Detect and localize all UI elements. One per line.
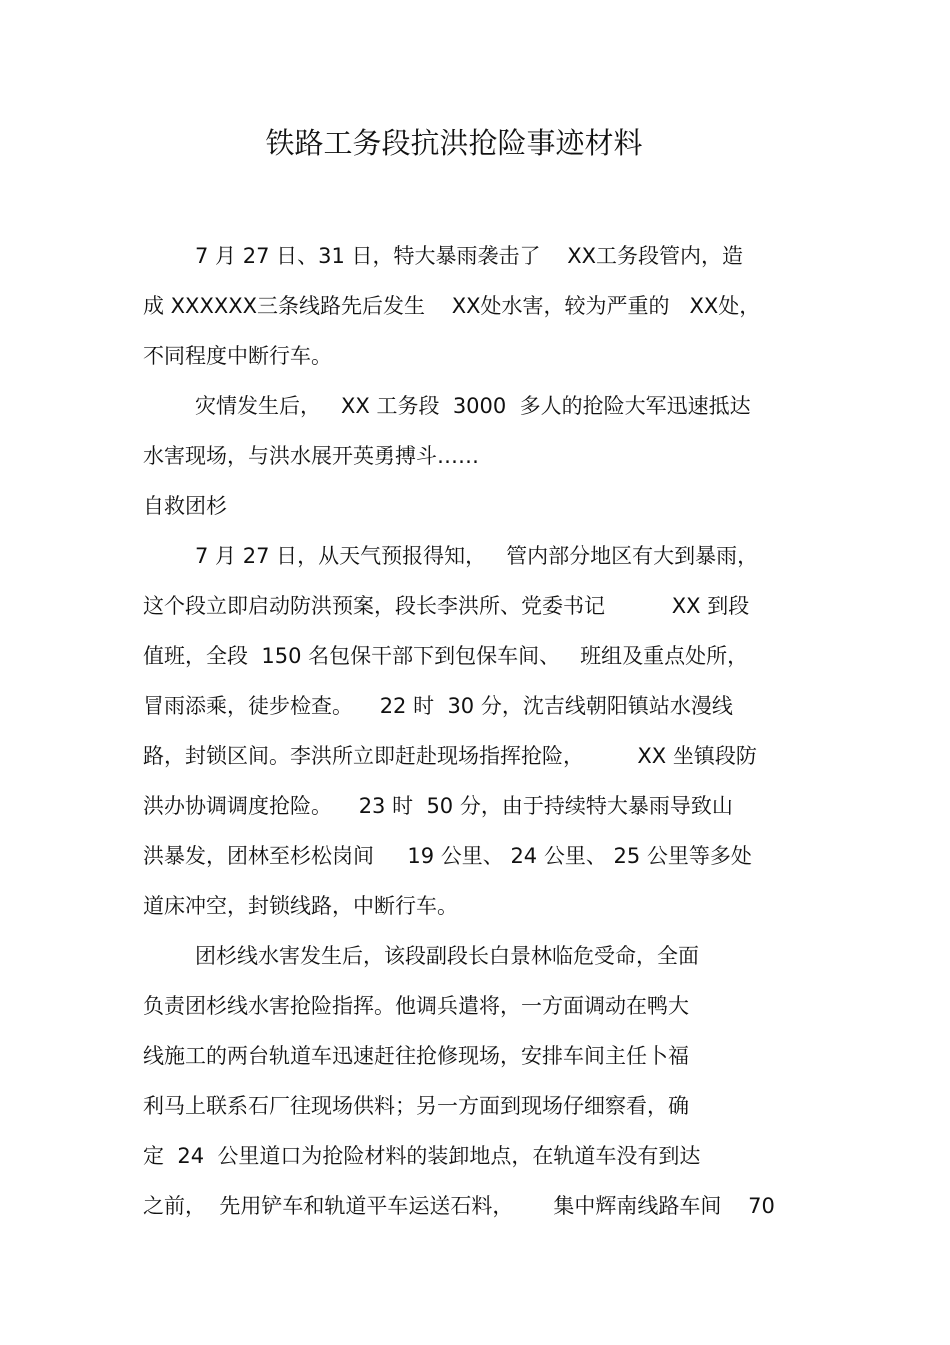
text-line: 路，封锁区间。李洪所立即赶赴现场指挥抢险， XX 坐镇段防: [143, 744, 757, 768]
text-line: 这个段立即启动防洪预案，段长李洪所、党委书记 XX 到段: [143, 594, 750, 618]
text-line: 水害现场，与洪水展开英勇搏斗……: [143, 444, 479, 468]
text-line: 负责团杉线水害抢险指挥。他调兵遣将，一方面调动在鸭大: [143, 994, 689, 1018]
document-title: 铁路工务段抗洪抢险事迹材料: [265, 126, 643, 160]
text-line: 冒雨添乘，徒步检查。 22 时 30 分，沈吉线朝阳镇站水漫线: [143, 694, 733, 718]
text-line: 洪暴发，团林至杉松岗间 19 公里、 24 公里、 25 公里等多处: [143, 844, 752, 868]
text-line: 灾情发生后， XX 工务段 3000 多人的抢险大军迅速抵达: [195, 394, 751, 418]
text-line: 利马上联系石厂往现场供料；另一方面到现场仔细察看，确: [143, 1094, 689, 1118]
text-line: 线施工的两台轨道车迅速赶往抢修现场，安排车间主任卜福: [143, 1044, 689, 1068]
text-line: 7 月 27 日、31 日，特大暴雨袭击了 XX工务段管内，造: [195, 244, 743, 268]
text-line: 道床冲空，封锁线路，中断行车。: [143, 894, 458, 918]
text-line: 成 XXXXXX三条线路先后发生 XX处水害，较为严重的 XX处，: [143, 294, 761, 318]
text-line: 值班，全段 150 名包保干部下到包保车间、 班组及重点处所，: [143, 644, 749, 668]
text-line: 之前， 先用铲车和轨道平车运送石料， 集中辉南线路车间 70: [143, 1194, 775, 1218]
text-line: 定 24 公里道口为抢险材料的装卸地点，在轨道车没有到达: [143, 1144, 701, 1168]
text-line: 团杉线水害发生后，该段副段长白景林临危受命，全面: [195, 944, 699, 968]
text-line: 不同程度中断行车。: [143, 344, 332, 368]
section-heading: 自救团杉: [143, 494, 227, 518]
text-line: 7 月 27 日，从天气预报得知， 管内部分地区有大到暴雨，: [195, 544, 759, 568]
text-line: 洪办协调调度抢险。 23 时 50 分，由于持续特大暴雨导致山: [143, 794, 733, 818]
